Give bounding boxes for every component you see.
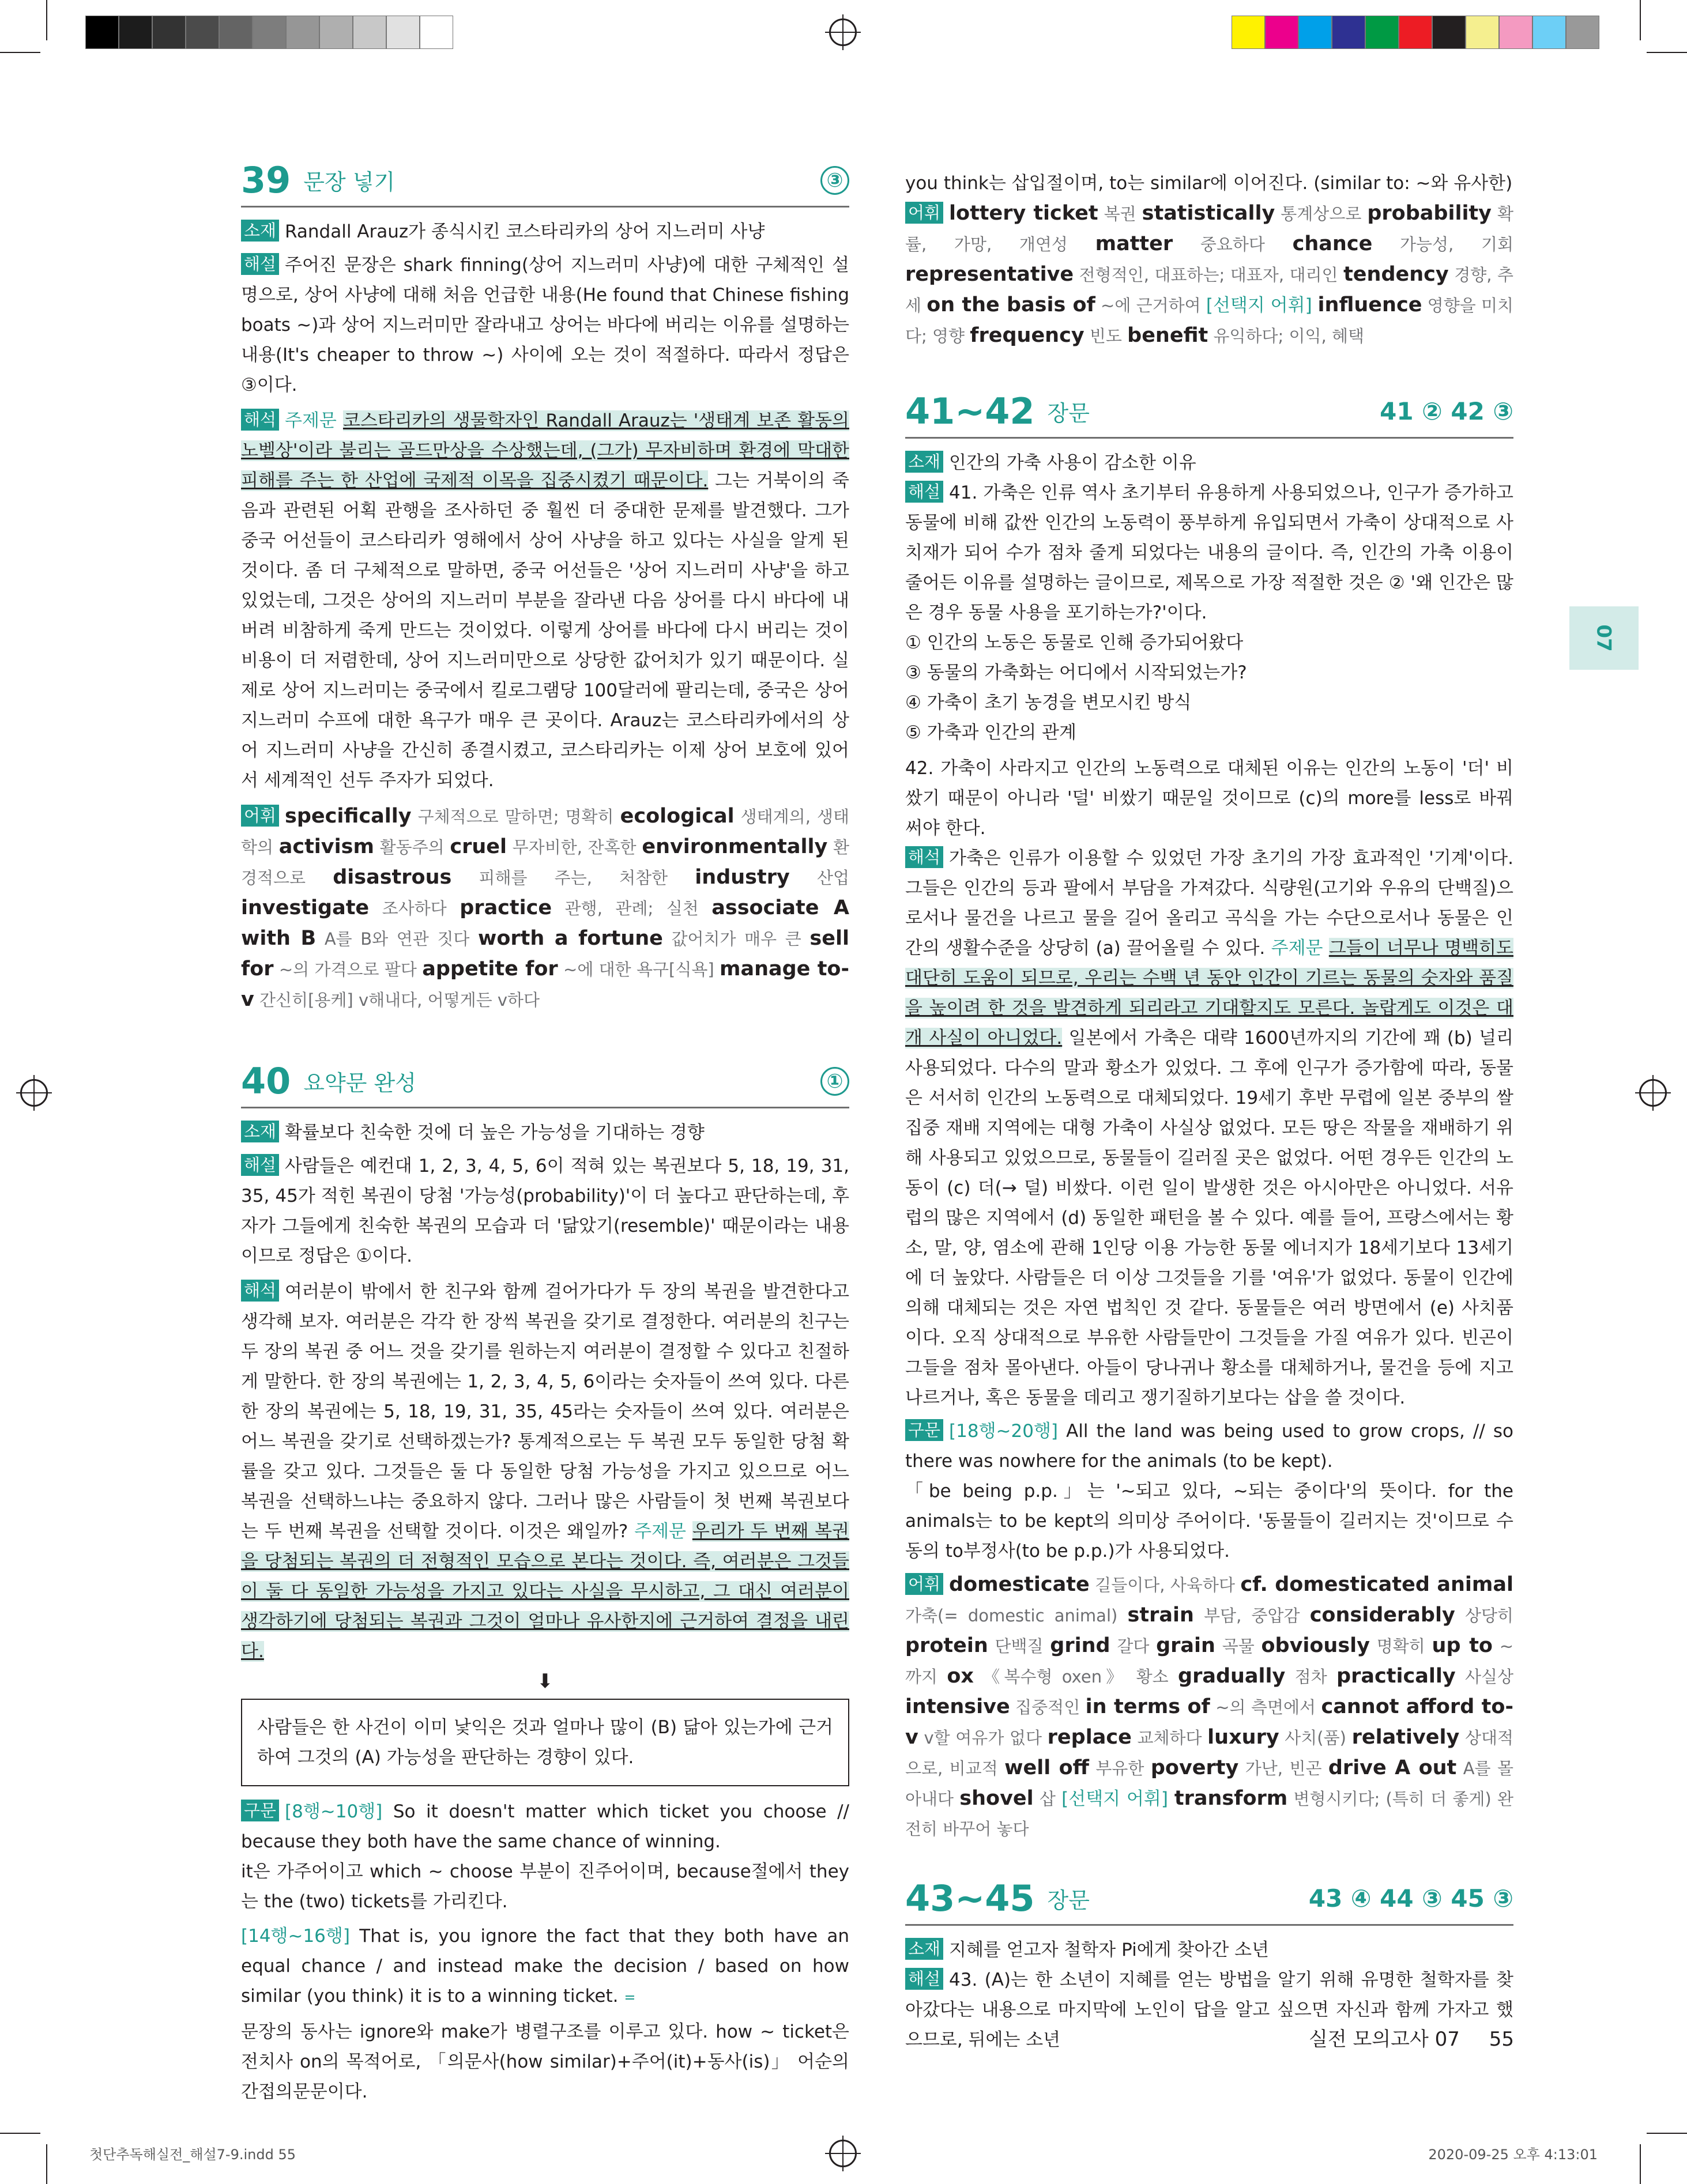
color-swatch — [1566, 16, 1599, 49]
vocab-term: considerably — [1309, 1604, 1455, 1627]
vocab-meaning: 교체하다 — [1131, 1728, 1208, 1748]
registration-mark-bottom — [829, 2140, 857, 2167]
vocab-term: protein — [905, 1634, 988, 1657]
q39-vocab: 어휘 specifically 구체적으로 말하면; 명확히 ecological 생태계의, 생태학의 activism 활동주의 cruel 무자비한, 잔혹한 environmentally 환경적으로 disastrous 피해를 주는, 처참한 industry 산업 investigate 조사하다 practice 관행, 관례; 실천 associate A with B A를 B와 연관 짓다 worth a fortune 값어치가 매우 큰 sell for ~의 가격으로 팔다 appetite for ~에 대한 욕구[식욕] manage to-v 간신히[용케] v해내다, 어떻게든 v하다 — [241, 805, 849, 1011]
q40-gumun-2: [14행~16행] That is, you ignore the fact that they both have an equal chance / and instead make the decision / based on how similar (you think) it is to a winning ticket. = — [241, 1926, 849, 2006]
q43-haeseol: 해설 43. (A)는 한 소년이 지혜를 얻는 방법을 알기 위해 유명한 철학자를 찾아갔다는 내용으로 마지막에 노인이 답을 알고 싶으면 자신과 함께 가자고 했으므로, 뒤에는 소년 — [905, 1969, 1513, 2050]
q41-option: ③ 동물의 가축화는 어디에서 시작되었는가? — [905, 662, 1247, 683]
q41-gumun: 구문 [18행~20행] All the land was being used to grow crops, // so there was nowhere for the animals (to be kept). — [905, 1420, 1514, 1472]
vocab-term: in terms of — [1085, 1695, 1210, 1718]
color-swatch — [420, 16, 453, 49]
color-swatch — [85, 16, 119, 49]
q41-vocab: 어휘 domesticate 길들이다, 사육하다 cf. domesticated animal 가축(= domestic animal) strain 부담, 중압감 considerably 상당히 protein 단백질 grind 갈다 grain 곡물 obviously 명확히 up to ~까지 ox 《복수형 oxen》 황소 gradually 점차 practically 사실상 intensive 집중적인 in terms of ~의 측면에서 cannot afford to-v v할 여유가 없다 replace 교체하다 luxury 사치(품) relatively 상대적으로, 비교적 well off 부유한 poverty 가난, 빈곤 drive A out A를 몰아내다 shovel 삽 [선택지 어휘] transform 변형시키다; (특히 더 좋게) 완전히 바꾸어 놓다 — [905, 1573, 1514, 1839]
vocab-term: environmentally — [642, 835, 828, 858]
vocab-term: specifically — [285, 805, 412, 828]
color-swatch — [1265, 16, 1298, 49]
color-swatch — [353, 16, 386, 49]
vocab-meaning: 《복수형 oxen》 황소 — [973, 1667, 1178, 1687]
vocab-term: industry — [695, 866, 790, 889]
vocab-term: obviously — [1261, 1634, 1370, 1657]
q40-gumun-1-note: it은 가주어이고 which ~ choose 부분이 진주어이며, because절에서 they는 the (two) tickets를 가리킨다. — [241, 1861, 849, 1912]
color-swatch — [386, 16, 420, 49]
vocab-term: sell for — [241, 927, 849, 980]
vocab-term: investigate — [241, 896, 370, 919]
q40-title: 요약문 완성 — [303, 1070, 416, 1096]
vocab-meaning: 상대적으로, 비교적 — [905, 1728, 1514, 1778]
vocab-term: chance — [1292, 232, 1373, 255]
crop-mark — [0, 52, 40, 53]
color-swatch — [186, 16, 219, 49]
page-number: 55 — [1489, 2028, 1514, 2051]
color-swatch — [1332, 16, 1365, 49]
q40-answer: ① — [820, 1067, 849, 1096]
crop-mark — [0, 2133, 40, 2134]
vocab-meaning: ~의 가격으로 팔다 — [273, 960, 423, 979]
vocab-meaning: 활동주의 — [374, 838, 450, 857]
vocab-term: luxury — [1207, 1726, 1279, 1749]
vocab-term: lottery ticket — [949, 202, 1098, 225]
vocab-term: practically — [1336, 1665, 1456, 1688]
q40-sojae: 소재 확률보다 친숙한 것에 더 높은 가능성을 기대하는 경향 — [241, 1118, 849, 1148]
down-arrow-icon: ⬇ — [537, 1670, 553, 1693]
vocab-term: drive A out — [1328, 1756, 1457, 1779]
crop-mark — [1647, 2133, 1687, 2134]
vocab-term: activism — [278, 835, 374, 858]
color-swatch — [1532, 16, 1566, 49]
q41-number: 41~42 — [905, 390, 1035, 432]
q40-gumun-2-note: 문장의 동사는 ignore와 make가 병렬구조를 이루고 있다. how ~ ticket은 전치사 on의 목적어로, 「의문사(how similar)+주어(it)+동사(is)」 어순의 간접의문문이다. — [241, 2021, 849, 2102]
vocab-meaning: 영향을 미치다; 영향 — [905, 296, 1513, 346]
vocab-term: tendency — [1343, 263, 1449, 286]
q39-haeseok: 해석 주제문 코스타리카의 생물학자인 Randall Arauz는 '생태계 보존 활동의 노벨상'이라 불리는 골드만상을 수상했는데, (그가) 무자비하며 환경에 막대한 피해를 주는 한 산업에 국제적 이목을 집중시켰기 때문이다. 그는 거북이의 죽음과 관련된 어획 관행을 조사하던 중 훨씬 더 중대한 문제를 발견했다. 그가 중국 어선들이 코스타리카 영해에서 상어 사냥을 하고 있다는 사실을 알게 된 것이다. 좀 더 구체적으로 말하면, 중국 어선들은 '상어 지느러미 사냥'을 하고 있었는데, 그것은 상어의 지느러미 부분을 잘라낸 다음 상어를 다시 바다에 내버려 비참하게 죽게 만드는 것이었다. 이렇게 상어를 바다에 다시 버리는 것이 비용이 더 저렴한데, 상어 지느러미만으로 상당한 값어치가 있기 때문이다. 실제로 상어 지느러미는 중국에서 킬로그램당 100달러에 팔리는데, 중국은 상어 지느러미 수프에 대한 욕구가 매우 큰 곳이다. Arauz는 코스타리카에서의 상어 지느러미 사냥을 간신히 종결시켰고, 코스타리카는 이제 상어 보호에 있어서 세계적인 선두 주자가 되었다. — [241, 410, 849, 791]
crop-mark — [1647, 52, 1687, 53]
q41-gumun-note: 「be being p.p.」는 '~되고 있다, ~되는 중이다'의 뜻이다. for the animals는 to be kept의 의미상 주어이다. '동물들이 길러지는 것'이므로 수동의 to부정사(to be p.p.)가 사용되었다. — [905, 1481, 1513, 1561]
vocab-meaning: 사치(품) — [1279, 1728, 1352, 1748]
vocab-term: strain — [1127, 1604, 1194, 1627]
color-swatch — [319, 16, 353, 49]
vocab-meaning: 확률, 가망, 개연성 — [905, 204, 1513, 254]
color-swatch — [1432, 16, 1466, 49]
color-swatch — [1365, 16, 1399, 49]
color-swatch — [219, 16, 253, 49]
vocab-meaning: 환경적으로 — [241, 838, 849, 888]
right-column — [905, 168, 1513, 2055]
q40-summary: 사람들은 한 사건이 이미 낯익은 것과 얼마나 많이 (B) 닮아 있는가에 근거하여 그것의 (A) 가능성을 판단하는 경향이 있다. — [257, 1717, 833, 1768]
q41-option: ① 인간의 노동은 동물로 인해 증가되어왔다 — [905, 632, 1244, 653]
footer — [1309, 2023, 1514, 2051]
slug-file: 첫단추독해실전_해설7-9.indd 55 — [89, 2147, 296, 2163]
vocab-term: probability — [1367, 202, 1492, 225]
footer-title: 실전 모의고사 07 — [1308, 2028, 1460, 2051]
vocab-term: matter — [1095, 232, 1173, 255]
vocab-term: influence — [1317, 293, 1422, 316]
vocab-meaning: ~에 대한 욕구[식욕] — [558, 960, 720, 979]
color-swatch — [119, 16, 152, 49]
q39-number: 39 — [241, 159, 291, 201]
q41-sojae: 소재 인간의 가축 사용이 감소한 이유 — [905, 448, 1513, 478]
q40-header — [241, 1055, 849, 1108]
vocab-meaning: 유익하다; 이익, 혜택 — [1208, 326, 1365, 346]
vocab-term: relatively — [1351, 1726, 1460, 1749]
color-swatch — [1466, 16, 1499, 49]
q41-header — [905, 386, 1513, 439]
vocab-term: grain — [1156, 1634, 1215, 1657]
vocab-term: replace — [1047, 1726, 1132, 1749]
vocab-term: practice — [460, 896, 552, 919]
vocab-meaning: ~에 근거하여 — [1095, 296, 1206, 315]
q39-haeseol: 해설 주어진 문장은 shark finning(상어 지느러미 사냥)에 대한 구체적인 설명으로, 상어 사냥에 대해 처음 언급한 내용(He found that Chinese fishing boats ~)과 상어 지느러미만 잘라내고 상어는 바다에 버리는 이유를 설명하는 내용(It's cheaper to throw ~) 사이에 오는 것이 적절하다. 따라서 정답은 ③이다. — [241, 254, 849, 395]
vocab-meaning: 부담, 중압감 — [1193, 1606, 1310, 1625]
vocab-meaning: v할 여유가 없다 — [918, 1728, 1048, 1748]
vocab-term: frequency — [970, 324, 1084, 347]
q43-sojae: 소재 지혜를 얻고자 철학자 Pi에게 찾아간 소년 — [905, 1935, 1513, 1965]
q40-summary-box — [241, 1699, 849, 1786]
vocab-meaning: ~까지 — [905, 1636, 1514, 1687]
q40-number: 40 — [241, 1060, 291, 1102]
vocab-meaning: 집중적인 — [1010, 1698, 1086, 1717]
vocab-term: appetite for — [422, 957, 558, 980]
chapter-side-tab — [1569, 606, 1639, 670]
color-swatch — [1399, 16, 1432, 49]
vocab-meaning: 복권 — [1098, 204, 1142, 224]
vocab-meaning: A를 B와 연관 짓다 — [316, 929, 479, 949]
q39-header — [241, 154, 849, 208]
slug-date: 2020-09-25 오후 4:13:01 — [1428, 2147, 1598, 2163]
vocab-meaning: 갈다 — [1110, 1636, 1157, 1656]
vocab-term: representative — [905, 263, 1074, 286]
q39-title: 문장 넣기 — [303, 169, 396, 195]
vocab-term: disastrous — [333, 866, 452, 889]
vocab-term: worth a fortune — [478, 927, 663, 950]
vocab-term: ecological — [620, 805, 735, 828]
q43-header — [905, 1873, 1513, 1926]
q40-gumun-1: 구문 [8행~10행] So it doesn't matter which ticket you choose // because they both have the same chance of winning. — [241, 1801, 849, 1852]
vocab-meaning: 사실상 — [1455, 1667, 1514, 1687]
vocab-meaning: 길들이다, 사육하다 — [1089, 1575, 1241, 1595]
q39-sojae: 소재 Randall Arauz가 종식시킨 코스타리카의 상어 지느러미 사냥 — [241, 217, 849, 247]
vocab-term: transform — [1174, 1787, 1288, 1810]
crop-mark — [46, 0, 47, 40]
vocab-meaning: 구체적으로 말하면; 명확히 — [411, 807, 620, 827]
q43-title: 장문 — [1047, 1888, 1090, 1913]
q40-vocab: 어휘 lottery ticket 복권 statistically 통계상으로 probability 확률, 가망, 개연성 matter 중요하다 chance 가능성, 기회 representative 전형적인, 대표하는; 대표자, 대리인 tendency 경향, 추세 on the basis of ~에 근거하여 [선택지 어휘] influence 영향을 미치다; 영향 frequency 빈도 benefit 유익하다; 이익, 혜택 — [905, 202, 1513, 347]
vocab-meaning: 전형적인, 대표하는; 대표자, 대리인 — [1074, 265, 1344, 285]
vocab-meaning: 상당히 — [1455, 1606, 1513, 1625]
q43-answers: 43 ④ 44 ③ 45 ③ — [1308, 1884, 1513, 1913]
q42-haeseol: 42. 가축이 사라지고 인간의 노동력으로 대체된 이유는 인간의 노동이 '더' 비쌌기 때문이 아니라 '덜' 비쌌기 때문일 것이므로 (c)의 more를 less로 바꿔 써야 한다. — [905, 758, 1513, 839]
q40-vocab-intro: you think는 삽입절이며, to는 similar에 이어진다. (similar to: ~와 유사한) — [905, 173, 1513, 194]
vocab-meaning: 명확히 — [1370, 1636, 1432, 1656]
q40-gumun-2-equals: = — [624, 1989, 636, 2005]
vocab-term: cruel — [450, 835, 507, 858]
registration-mark-top — [829, 18, 857, 46]
q41-haeseok: 해석 가축은 인류가 이용할 수 있었던 가장 초기의 가장 효과적인 '기계'이다. 그들은 인간의 등과 팔에서 부담을 가져갔다. 식량원(고기와 우유의 단백질)으로서나 물건을 나르고 물을 길어 올리고 곡식을 가는 수단으로서나 동물은 인간의 생활수준을 상당히 (a) 끌어올릴 수 있다. 주제문 그들이 너무나 명백히도 대단히 도움이 되므로, 우리는 수백 년 동안 인간이 기르는 동물의 숫자와 품질을 높이려 한 것을 발견하게 되리라고 기대할지도 모른다. 놀랍게도 이것은 대개 사실이 아니었다. 일본에서 가축은 대략 1600년까지의 기간에 꽤 (b) 널리 사용되었다. 다수의 말과 황소가 있었다. 그 후에 인구가 증가함에 따라, 동물은 서서히 인간의 노동력으로 대체되었다. 19세기 후반 무렵에 일본 중부의 쌀 집중 재배 지역에는 대형 가축이 사실상 없었다. 모든 땅은 작물을 재배하기 위해 사용되고 있었으므로, 동물들이 길러질 곳은 없었다. 어떤 경우든 인간의 노동이 (c) 더(→ 덜) 비쌌다. 이런 일이 발생한 것은 아시아만은 아니었다. 서유럽의 많은 지역에서 (d) 동일한 패턴을 볼 수 있다. 예를 들어, 프랑스에서는 황소, 말, 양, 염소에 관해 1인당 이용 가능한 동물 에너지가 18세기보다 13세기에 더 높았다. 사람들은 더 이상 그것들을 기를 '여유'가 없었다. 동물이 인간에 의해 대체되는 것은 자연 법칙인 것 같다. 동물들은 여러 방면에서 (e) 사치품이다. 오직 상대적으로 부유한 사람들만이 그것들을 가질 여유가 있다. 빈곤이 그들을 점차 몰아낸다. 아들이 당나귀나 황소를 대체하거나, 물건을 등에 지고 나르거나, 혹은 동물을 데리고 쟁기질하기보다는 삽을 쓸 것이다. — [905, 847, 1513, 1408]
vocab-meaning: 경향, 추세 — [905, 265, 1513, 315]
crop-mark — [1640, 2144, 1641, 2184]
vocab-term: intensive — [905, 1695, 1010, 1718]
vocab-meaning: 가축(= domestic animal) — [905, 1606, 1128, 1625]
q39-answer: ③ — [820, 166, 849, 195]
color-swatch — [286, 16, 319, 49]
vocab-meaning: 간신히[용케] v해내다, 어떻게든 v하다 — [254, 990, 540, 1010]
q41-haeseol: 해설 41. 가축은 인류 역사 초기부터 유용하게 사용되었으나, 인구가 증가하고 동물에 비해 값싼 인간의 노동력이 풍부하게 유입되면서 가축이 상대적으로 사치재가 되어 수가 점차 줄게 되었다는 내용의 글이다. 즉, 인간의 가축 이용이 줄어든 이유를 설명하는 글이므로, 제목으로 가장 적절한 것은 ② '왜 인간은 많은 경우 동물 사용을 포기하는가?'이다. — [905, 482, 1513, 623]
left-column — [241, 154, 849, 2107]
vocab-meaning: 산업 — [789, 868, 849, 888]
vocab-meaning: 부유한 — [1089, 1759, 1151, 1778]
vocab-meaning: 조사하다 — [369, 899, 460, 918]
vocab-term: grind — [1050, 1634, 1110, 1657]
q41-title: 장문 — [1047, 401, 1090, 426]
vocab-meaning: 생태계의, 생태학의 — [241, 807, 849, 857]
vocab-term: cf. domesticated animal — [1240, 1573, 1513, 1596]
vocab-meaning: 단백질 — [988, 1636, 1050, 1656]
vocab-meaning: A를 몰아내다 — [905, 1759, 1513, 1809]
color-swatch — [1298, 16, 1332, 49]
vocab-meaning: 피해를 주는, 처참한 — [451, 868, 695, 888]
registration-mark-right — [1639, 1079, 1667, 1107]
vocab-meaning: 중요하다 — [1173, 235, 1293, 254]
vocab-meaning: 점차 — [1285, 1667, 1337, 1687]
vocab-term: ox — [947, 1665, 974, 1688]
vocab-term: cannot afford to-v — [905, 1695, 1513, 1749]
vocab-term: gradually — [1178, 1665, 1286, 1688]
vocab-term: poverty — [1150, 1756, 1239, 1779]
q40-haeseol: 해설 사람들은 예컨대 1, 2, 3, 4, 5, 6이 적혀 있는 복권보다 5, 18, 19, 31, 35, 45가 적힌 복권이 당첨 '가능성(probability)'이 더 높다고 판단하는데, 후자가 그들에게 친숙한 복권의 모습과 더 '닮았기(resemble)' 때문이라는 내용이므로 정답은 ①이다. — [241, 1155, 849, 1266]
q41-option: ⑤ 가축과 인간의 관계 — [905, 722, 1076, 743]
vocab-term: well off — [1004, 1756, 1089, 1779]
color-swatch — [1232, 16, 1265, 49]
registration-mark-left — [20, 1079, 48, 1107]
vocab-meaning: 관행, 관례; 실천 — [552, 899, 712, 918]
crop-mark — [1640, 0, 1641, 40]
q43-number: 43~45 — [905, 1877, 1035, 1919]
vocab-term: manage to-v — [241, 957, 849, 1011]
vocab-meaning: 가난, 빈곤 — [1238, 1759, 1328, 1778]
chapter-side-tab-label: 07 — [1592, 624, 1616, 652]
vocab-term: shovel — [959, 1787, 1034, 1810]
q40-haeseok: 해석 여러분이 밖에서 한 친구와 함께 걸어가다가 두 장의 복권을 발견한다고 생각해 보자. 여러분은 각각 한 장씩 복권을 갖기로 결정한다. 여러분의 친구는 두 장의 복권 중 어느 것을 갖기를 원하는지 여러분이 결정할 수 있다고 친절하게 말한다. 한 장의 복권에는 1, 2, 3, 4, 5, 6이라는 숫자들이 쓰여 있다. 다른 한 장의 복권에는 5, 18, 19, 31, 35, 45라는 숫자들이 쓰여 있다. 여러분은 어느 복권을 갖기로 선택하겠는가? 통계적으로는 두 복권 모두 동일한 당첨 확률을 갖고 있다. 그것들은 둘 다 동일한 당첨 가능성을 가지고 있으므로 어느 복권을 선택하느냐는 중요하지 않다. 그러나 많은 사람들이 첫 번째 복권보다는 두 번째 복권을 선택할 것이다. 이것은 왜일까? 주제문 우리가 두 번째 복권을 당첨되는 복권의 더 전형적인 모습으로 본다는 것이다. 즉, 여러분은 그것들이 둘 다 동일한 가능성을 가지고 있다는 사실을 무시하고, 그 대신 여러분이 생각하기에 당첨되는 복권과 그것이 얼마나 유사한지에 근거하여 결정을 내린다. — [241, 1281, 849, 1662]
crop-mark — [46, 2144, 47, 2184]
selection-vocab-tag: [선택지 어휘] — [1206, 295, 1318, 316]
vocab-meaning: 무자비한, 잔혹한 — [507, 838, 642, 857]
color-swatch — [152, 16, 186, 49]
vocab-term: on the basis of — [927, 293, 1095, 316]
vocab-term: up to — [1432, 1634, 1493, 1657]
q41-answers: 41 ② 42 ③ — [1380, 397, 1513, 425]
selection-vocab-tag: [선택지 어휘] — [1061, 1789, 1174, 1809]
vocab-meaning: 값어치가 매우 큰 — [662, 929, 810, 949]
vocab-meaning: 빈도 — [1084, 326, 1128, 346]
q41-option: ④ 가축이 초기 농경을 변모시킨 방식 — [905, 692, 1192, 713]
vocab-meaning: 변형시키다; (특히 더 좋게) 완전히 바꾸어 놓다 — [905, 1789, 1514, 1839]
q41-options — [905, 628, 1513, 748]
vocab-meaning: 곡물 — [1215, 1636, 1262, 1656]
color-swatch — [1499, 16, 1532, 49]
vocab-meaning: 통계상으로 — [1275, 204, 1368, 224]
vocab-meaning: 삽 — [1033, 1789, 1062, 1809]
vocab-meaning: 가능성, 기회 — [1372, 235, 1513, 254]
vocab-term: benefit — [1127, 324, 1208, 347]
vocab-term: domesticate — [949, 1573, 1090, 1596]
vocab-meaning: ~의 측면에서 — [1210, 1698, 1321, 1717]
vocab-term: associate A with B — [241, 896, 849, 950]
color-swatch — [253, 16, 286, 49]
vocab-term: statistically — [1142, 202, 1275, 225]
